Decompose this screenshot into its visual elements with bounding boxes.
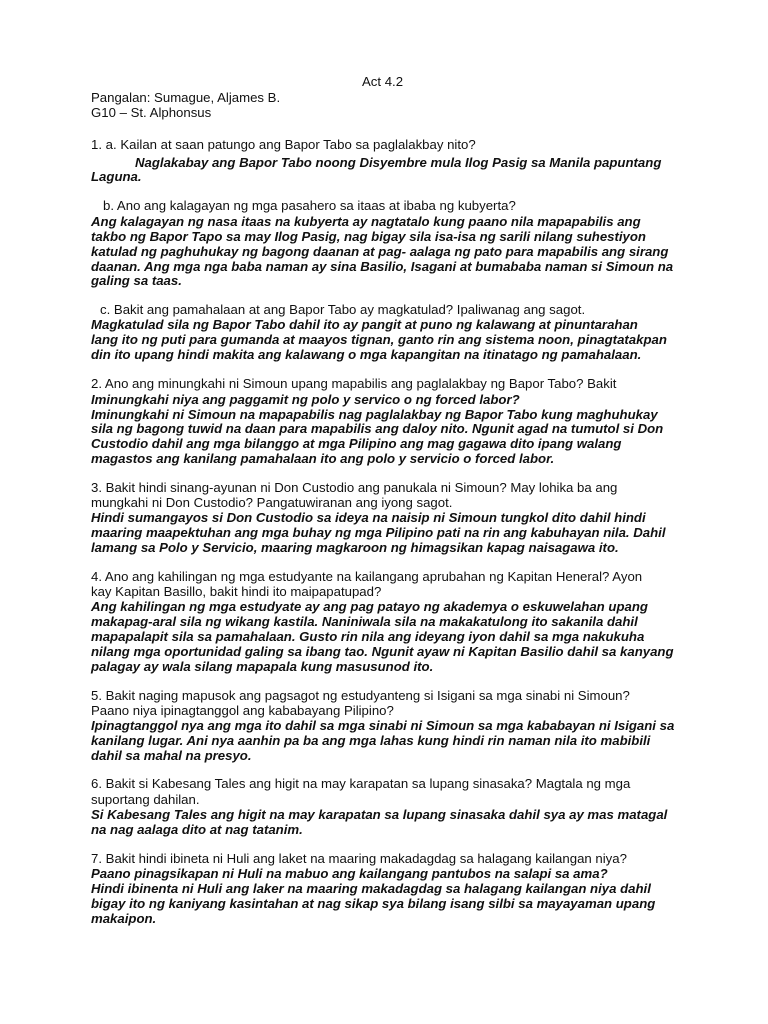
answer-line: Hindi sumangayos si Don Custodio sa ideya na naisip ni Simoun tungkol dito dahil hindi — [91, 510, 646, 525]
answer-line: katulad ng paghuhukay ng bagong daanan at pag- aalaga ng pato para mapabilis ang sirang — [91, 244, 669, 259]
answer-line: Iminungkahi ni Simoun na mapapabilis nag paglalakbay ng Bapor Tabo kung maghuhukay — [91, 407, 658, 422]
student-name-line: Pangalan: Sumague, Aljames B. — [91, 90, 281, 105]
question-line: 4. Ano ang kahilingan ng mga estudyante na kailangang aprubahan ng Kapitan Heneral? Ayon — [91, 569, 643, 584]
answer-line: lang ito ng puti para gumanda at maayos tignan, ganto rin ang sistema noon, pinagtatakpan — [91, 332, 667, 347]
answer-line: Ipinagtanggol nya ang mga ito dahil sa mga sinabi ni Simoun sa mga kababayan ni Isigani sa — [91, 718, 675, 733]
question-line: 1. a. Kailan at saan patungo ang Bapor Tabo sa paglalakbay nito? — [91, 137, 476, 152]
answer-line: lamang sa Polo y Servicio, maaring magkaroon ng himagsikan kapag naisagawa ito. — [91, 540, 619, 555]
answer-line: Paano pinagsikapan ni Huli na mabuo ang kailangang pantubos na salapi sa ama? — [91, 866, 608, 881]
question-line: 7. Bakit hindi ibineta ni Huli ang laket na maaring makadagdag sa halagang kailangan niya? — [91, 851, 627, 866]
section-line: G10 – St. Alphonsus — [91, 105, 212, 120]
question-line: suportang dahilan. — [91, 792, 200, 807]
question-line: kay Kapitan Basillo, bakit hindi ito maipapatupad? — [91, 584, 382, 599]
answer-line: Laguna. — [91, 169, 142, 184]
answer-line: makapag-aral sila ng wikang kastila. Naniniwala sila na makakatulong ito sakanila dahil — [91, 614, 638, 629]
answer-line: Naglakabay ang Bapor Tabo noong Disyembre mula Ilog Pasig sa Manila papuntang — [135, 155, 662, 170]
question-line: mungkahi ni Don Custodio? Pangatuwiranan ang iyong sagot. — [91, 495, 453, 510]
answer-line: Custodio dahil ang mga bilanggo at mga Pilipino ang mag gagawa dito ipang walang — [91, 436, 622, 451]
answer-line: takbo ng Bapor Tapo sa may Ilog Pasig, nag bigay sila isa-isa ng sarili nilang suhestiyon — [91, 229, 646, 244]
answer-line: magastos ang kanilang pamahalaan ito ang polo y servicio o forced labor. — [91, 451, 555, 466]
answer-line: Ang kalagayan ng nasa itaas na kubyerta ay nagtatalo kung paano nila mapapabilis ang — [91, 214, 641, 229]
answer-line: Si Kabesang Tales ang higit na may karapatan sa lupang sinasaka dahil sya ay mas matagal — [91, 807, 668, 822]
answer-line: dahil sa mahal na presyo. — [91, 748, 252, 763]
answer-line: nilang mga oportunidad galing sa ibang tao. Ngunit ayaw ni Kapitan Basilio dahil sa kanyang — [91, 644, 674, 659]
answer-line: din ito upang hindi makita ang kalawang o mga kapangitan na itinatago ng pamahalaan. — [91, 347, 642, 362]
answer-line: mapapalapit sila sa pamahalaan. Gusto rin nila ang ideyang iyon dahil sa mga nakukuha — [91, 629, 645, 644]
answer-line: makaipon. — [91, 911, 157, 926]
answer-line: bigay ito ng kaniyang kasintahan at nag sikap sya bilang isang silbi sa mayayaman upang — [91, 896, 656, 911]
answer-line: Ang kahilingan ng mga estudyate ay ang pag patayo ng akademya o eskuwelahan upang — [91, 599, 648, 614]
answer-line: Hindi ibinenta ni Huli ang laker na maaring makadagdag sa halagang kailangan niya dahil — [91, 881, 651, 896]
question-line: 3. Bakit hindi sinang-ayunan ni Don Custodio ang panukala ni Simoun? May lohika ba ang — [91, 480, 618, 495]
answer-line: Magkatulad sila ng Bapor Tabo dahil ito ay pangit at puno ng kalawang at pinuntarahan — [91, 317, 638, 332]
answer-line: na nag aalaga dito at nag tatanim. — [91, 822, 303, 837]
question-line: 5. Bakit naging mapusok ang pagsagot ng estudyanteng si Isigani sa mga sinabi ni Simoun? — [91, 688, 630, 703]
question-line: b. Ano ang kalagayan ng mga pasahero sa itaas at ibaba ng kubyerta? — [103, 198, 516, 213]
answer-line: daanan. Ang mga nga baba naman ay sina Basilio, Isagani at bumababa naman si Simoun na — [91, 259, 674, 274]
answer-line: palagay ay wala silang mapapala kung masusunod ito. — [91, 659, 434, 674]
question-line: 2. Ano ang minungkahi ni Simoun upang mapabilis ang paglalakbay ng Bapor Tabo? Bakit — [91, 376, 617, 391]
question-line: 6. Bakit si Kabesang Tales ang higit na may karapatan sa lupang sinasaka? Magtala ng mga — [91, 776, 631, 791]
answer-line: sila ng bagong tuwid na daan para mapabilis ang daloy nito. Ngunit agad na tumutol si Don — [91, 421, 664, 436]
question-line: c. Bakit ang pamahalaan at ang Bapor Tabo ay magkatulad? Ipaliwanag ang sagot. — [100, 302, 586, 317]
answer-line: kanilang lugar. Ani nya aanhin pa ba ang mga lahas kung hindi rin naman nila ito mabibili — [91, 733, 651, 748]
question-line: Paano niya ipinagtanggol ang kababayang Pilipino? — [91, 703, 394, 718]
answer-line: maaring maapektuhan ang mga buhay ng mga Pilipino pati na rin ang kabuhayan nila. Dahil — [91, 525, 666, 540]
answer-line: galing sa taas. — [91, 273, 182, 288]
document-title: Act 4.2 — [362, 74, 404, 89]
answer-line: Iminungkahi niya ang paggamit ng polo y servico o ng forced labor? — [91, 392, 520, 407]
